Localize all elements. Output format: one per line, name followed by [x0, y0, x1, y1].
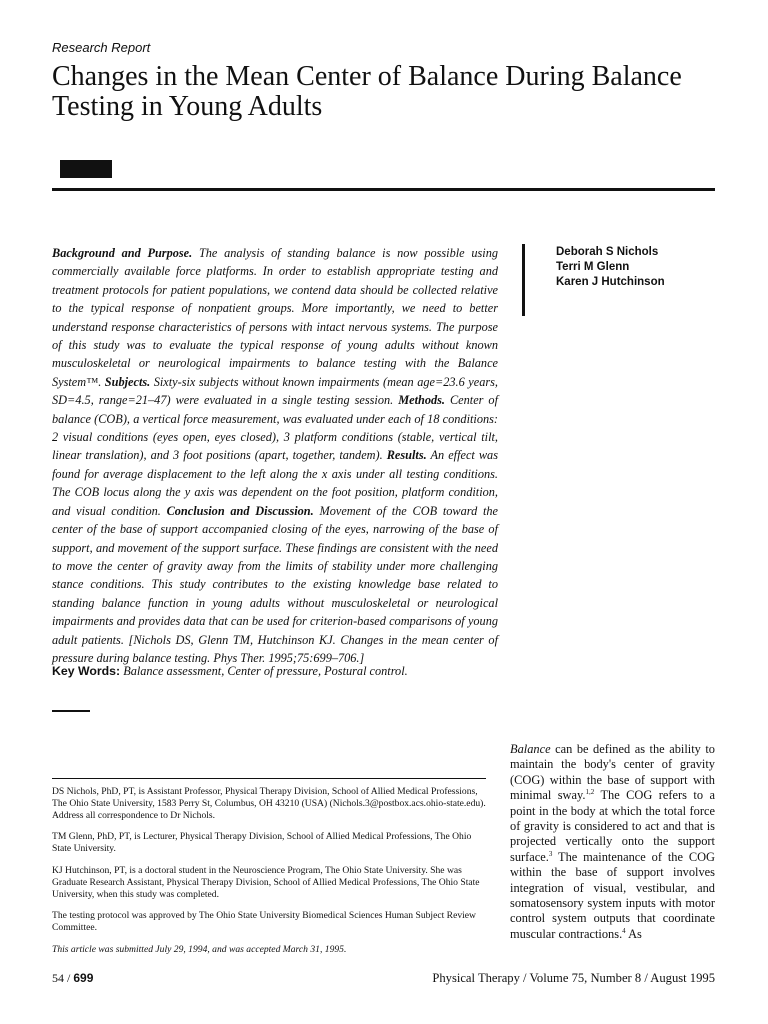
abstract-conclusion-label: Conclusion and Discussion.: [166, 503, 314, 518]
reference-marker: 4: [622, 926, 626, 935]
page-prefix: 54 /: [52, 971, 74, 985]
key-words: [52, 664, 408, 679]
body-text-part: The maintenance of the COG within the base of support involves integration of visual, vestibular, and somatosensory system inputs with motor control system outputs that coordinate muscular contractions.: [510, 849, 715, 941]
author-name: Terri M Glenn: [556, 261, 630, 273]
page-number-value: 699: [73, 971, 94, 985]
journal-citation: Physical Therapy / Volume 75, Number 8 / August 1995: [432, 971, 715, 985]
abstract-background-label: Background and Purpose.: [52, 246, 193, 260]
body-lead-word: Balance: [510, 742, 551, 756]
author-list: [556, 245, 665, 290]
header-rule: [52, 188, 715, 191]
abstract-subjects-text: Sixty-six subjects without known impairments (mean age=23.6 years, SD=4.5, range=21–47) were evaluated in a single testing session.: [52, 374, 498, 408]
abstract-methods-text: Center of balance (COB), a vertical force measurement, was evaluated under each of 18 conditions: 2 visual conditions (eyes open, eyes closed), 3 platform conditions (stable, vertical tilt, linear translation), and 3 foot positions (apart, together, tandem).: [52, 393, 499, 463]
footnote: The testing protocol was approved by The Ohio State University Biomedical Sciences Human Subject Review Committee.: [52, 910, 476, 934]
footnote-rule: [52, 778, 486, 779]
abstract-background-text: The analysis of standing balance is now possible using commercially available force platforms. In order to establish appropriate testing and treatment protocols for patient populations, we contend data should be collected relative to the typical response of nonpatient groups. More importantly, we need to better understand response characteristics of persons with intact nervous systems. The purpose of this study was to evaluate the typical response of young adults without known musculoskeletal or neurological impairments to balance testing with the Balance System™.: [52, 246, 498, 389]
key-words-text: Balance assessment, Center of pressure, Postural control.: [123, 664, 408, 678]
reference-marker: 3: [548, 849, 553, 858]
key-words-label: Key Words:: [52, 664, 121, 678]
article-title: Changes in the Mean Center of Balance During Balance Testing in Young Adults: [52, 61, 682, 122]
footnote: TM Glenn, PhD, PT, is Lecturer, Physical Therapy Division, School of Allied Medical Professions, The Ohio State University.: [52, 831, 472, 855]
reference-marker: 1,2: [585, 788, 595, 797]
body-text-part: can be defined as the ability to maintain the body's center of gravity (COG) within the base of support with minimal sway.: [510, 742, 715, 803]
author-name: Deborah S Nichols: [556, 246, 659, 258]
abstract-results-text: An effect was found for average displacement to the left along the x axis under all testing conditions. The COB locus along the y axis was dependent on the foot position, platform condition, and visual condition.: [52, 448, 498, 518]
section-label: Research Report: [52, 40, 151, 55]
body-text-part: The COG refers to a point in the body at which the total force of gravity is considered to act and that is projected vertically onto the support surface.: [510, 788, 715, 864]
author-name: Karen J Hutchinson: [556, 276, 665, 288]
short-rule: [52, 710, 90, 712]
abstract-conclusion-text: Movement of the COB toward the center of the base of support accompanied closing of the eyes, narrowing of the base of support, and movement of the support surface. These findings are consistent with the need to move the center of gravity away from the limits of stability under more challenging stance conditions. This study contributes to the existing knowledge base related to standing balance function in young adults without musculoskeletal or neurological impairments and provides data that can be used for criterion-based comparisons of young adult patients. [Nichols DS, Glenn TM, Hutchinson KJ. Changes in the mean center of pressure during balance testing. Phys Ther. 1995;75:699–706.]: [52, 503, 498, 665]
footnote: DS Nichols, PhD, PT, is Assistant Professor, Physical Therapy Division, School of Allied Medical Professions, The Ohio State University, 1583 Perry St, Columbus, OH 43210 (USA) (Nichols.3@postbox.acs.ohio-state.edu). Address all correspondence to Dr Nichols.: [52, 786, 486, 821]
abstract-methods-label: Methods.: [398, 393, 445, 408]
submission-note: This article was submitted July 29, 1994, and was accepted March 31, 1995.: [52, 943, 347, 955]
body-text-part: As: [625, 926, 642, 941]
decorative-block: [60, 160, 112, 178]
abstract-subjects-label: Subjects.: [104, 374, 151, 389]
page-number: [52, 971, 93, 986]
author-bar: [522, 244, 525, 316]
footnote: KJ Hutchinson, PT, is a doctoral student in the Neuroscience Program, The Ohio State University. She was Graduate Research Assistant, Physical Therapy Division, School of Allied Medical Professions, The Ohio State University, when this study was completed.: [52, 864, 480, 900]
abstract-results-label: Results.: [386, 448, 427, 463]
abstract: [52, 244, 498, 667]
body-text: [510, 742, 715, 942]
footnotes: [52, 786, 486, 966]
